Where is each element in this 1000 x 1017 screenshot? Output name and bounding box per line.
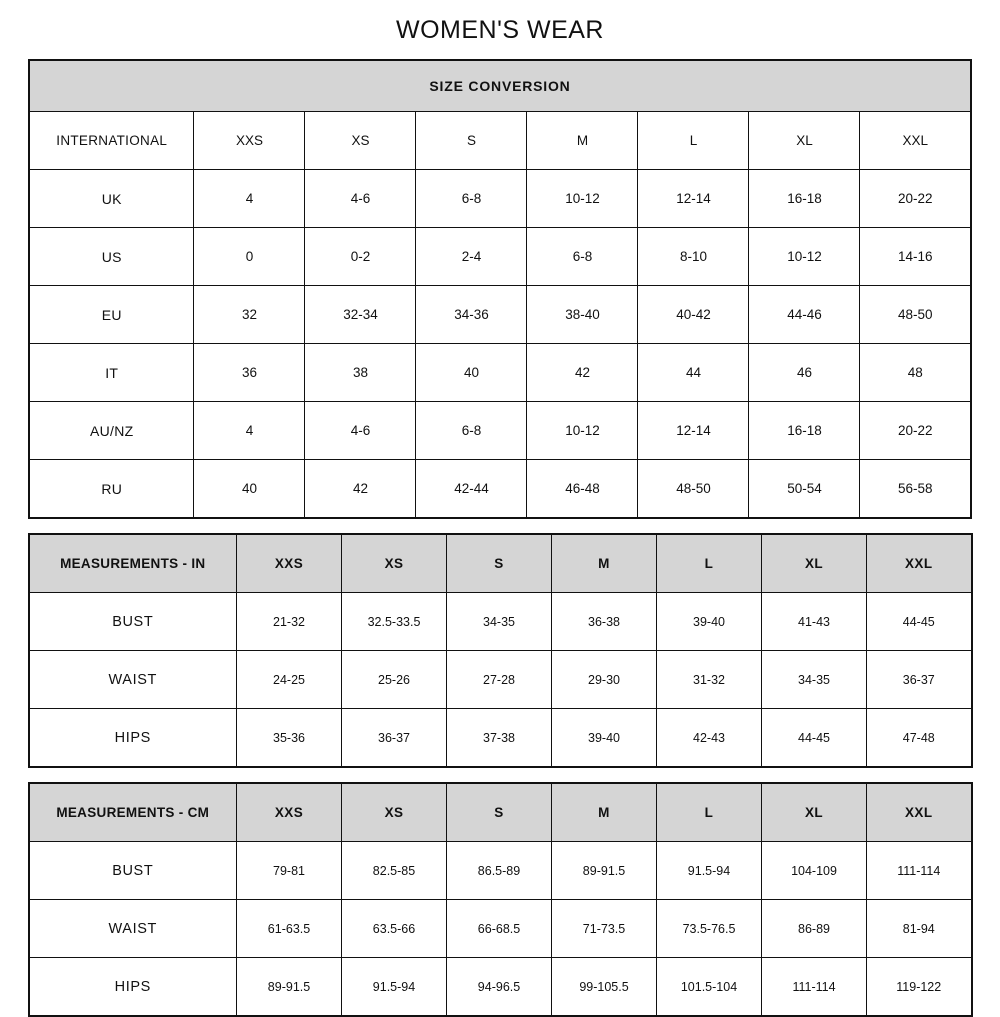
header-cell-xxs: XXS [194, 112, 305, 170]
cell: 4-6 [305, 402, 416, 460]
cell: 42-43 [657, 709, 762, 768]
header-cell-l: L [657, 534, 762, 593]
cell: 56-58 [860, 460, 971, 519]
cell: 38-40 [527, 286, 638, 344]
cell: 48-50 [638, 460, 749, 519]
table-header-row [29, 112, 971, 170]
cell: 27-28 [447, 651, 552, 709]
header-cell-xs: XS [342, 783, 447, 842]
table-row [29, 170, 971, 228]
cell: 2-4 [416, 228, 527, 286]
cell: 24-25 [237, 651, 342, 709]
cell: 40-42 [638, 286, 749, 344]
cell: 44-46 [749, 286, 860, 344]
cell: 86-89 [762, 900, 867, 958]
cell: 44-45 [867, 593, 972, 651]
row-label: BUST [29, 593, 237, 651]
row-label: US [29, 228, 194, 286]
row-label: UK [29, 170, 194, 228]
header-cell-l: L [657, 783, 762, 842]
cell: 10-12 [527, 170, 638, 228]
cell: 46 [749, 344, 860, 402]
header-cell-s: S [447, 783, 552, 842]
cell: 91.5-94 [657, 842, 762, 900]
cell: 94-96.5 [447, 958, 552, 1017]
header-cell-xs: XS [305, 112, 416, 170]
table-row [29, 900, 972, 958]
cell: 10-12 [749, 228, 860, 286]
cell: 42 [527, 344, 638, 402]
table-row [29, 460, 971, 519]
cell: 25-26 [342, 651, 447, 709]
header-cell-s: S [416, 112, 527, 170]
cell: 32-34 [305, 286, 416, 344]
cell: 35-36 [237, 709, 342, 768]
row-label: EU [29, 286, 194, 344]
cell: 73.5-76.5 [657, 900, 762, 958]
table-row [29, 958, 972, 1017]
cell: 10-12 [527, 402, 638, 460]
cell: 0-2 [305, 228, 416, 286]
cell: 111-114 [762, 958, 867, 1017]
cell: 16-18 [749, 402, 860, 460]
cell: 34-35 [447, 593, 552, 651]
table-row [29, 286, 971, 344]
cell: 37-38 [447, 709, 552, 768]
cell: 12-14 [638, 170, 749, 228]
cell: 6-8 [416, 402, 527, 460]
cell: 36-37 [867, 651, 972, 709]
header-cell-m: M [552, 534, 657, 593]
cell: 48 [860, 344, 971, 402]
cell: 82.5-85 [342, 842, 447, 900]
cell: 61-63.5 [237, 900, 342, 958]
cell: 81-94 [867, 900, 972, 958]
cell: 4-6 [305, 170, 416, 228]
header-cell-xxs: XXS [237, 534, 342, 593]
table-row [29, 593, 972, 651]
row-label: BUST [29, 842, 237, 900]
cell: 0 [194, 228, 305, 286]
cell: 99-105.5 [552, 958, 657, 1017]
header-cell-xxs: XXS [237, 783, 342, 842]
header-cell-xs: XS [342, 534, 447, 593]
cell: 38 [305, 344, 416, 402]
cell: 36-37 [342, 709, 447, 768]
row-label: HIPS [29, 709, 237, 768]
header-cell-m: M [552, 783, 657, 842]
header-cell-xxl: XXL [867, 534, 972, 593]
cell: 12-14 [638, 402, 749, 460]
table-header-row [29, 534, 972, 593]
cell: 34-35 [762, 651, 867, 709]
cell: 71-73.5 [552, 900, 657, 958]
cell: 14-16 [860, 228, 971, 286]
cell: 20-22 [860, 170, 971, 228]
header-cell-m: M [527, 112, 638, 170]
table-row [29, 344, 971, 402]
table-header-row [29, 783, 972, 842]
cell: 39-40 [552, 709, 657, 768]
cell: 36 [194, 344, 305, 402]
cell: 34-36 [416, 286, 527, 344]
row-label: RU [29, 460, 194, 519]
cell: 29-30 [552, 651, 657, 709]
cell: 40 [194, 460, 305, 519]
cell: 104-109 [762, 842, 867, 900]
cell: 36-38 [552, 593, 657, 651]
header-cell-xl: XL [762, 783, 867, 842]
row-label: WAIST [29, 900, 237, 958]
cell: 63.5-66 [342, 900, 447, 958]
cell: 8-10 [638, 228, 749, 286]
table-row [29, 651, 972, 709]
header-cell-l: L [638, 112, 749, 170]
cell: 21-32 [237, 593, 342, 651]
cell: 42 [305, 460, 416, 519]
cell: 86.5-89 [447, 842, 552, 900]
table-banner-row [29, 60, 971, 112]
size-conversion-banner: SIZE CONVERSION [29, 60, 971, 112]
cell: 4 [194, 170, 305, 228]
header-cell-xxl: XXL [860, 112, 971, 170]
table-row [29, 228, 971, 286]
cell: 41-43 [762, 593, 867, 651]
cell: 119-122 [867, 958, 972, 1017]
header-cell-measurements-cm: MEASUREMENTS - CM [29, 783, 237, 842]
cell: 50-54 [749, 460, 860, 519]
cell: 101.5-104 [657, 958, 762, 1017]
header-cell-s: S [447, 534, 552, 593]
cell: 40 [416, 344, 527, 402]
size-conversion-table [28, 59, 972, 519]
cell: 42-44 [416, 460, 527, 519]
cell: 16-18 [749, 170, 860, 228]
cell: 44 [638, 344, 749, 402]
header-cell-international: INTERNATIONAL [29, 112, 194, 170]
cell: 6-8 [527, 228, 638, 286]
cell: 32.5-33.5 [342, 593, 447, 651]
cell: 66-68.5 [447, 900, 552, 958]
cell: 111-114 [867, 842, 972, 900]
cell: 4 [194, 402, 305, 460]
cell: 46-48 [527, 460, 638, 519]
cell: 48-50 [860, 286, 971, 344]
table-row [29, 842, 972, 900]
header-cell-xl: XL [762, 534, 867, 593]
cell: 32 [194, 286, 305, 344]
cell: 44-45 [762, 709, 867, 768]
measurements-cm-table [28, 782, 973, 1017]
row-label: AU/NZ [29, 402, 194, 460]
header-cell-xl: XL [749, 112, 860, 170]
cell: 79-81 [237, 842, 342, 900]
cell: 91.5-94 [342, 958, 447, 1017]
cell: 89-91.5 [237, 958, 342, 1017]
header-cell-measurements-in: MEASUREMENTS - IN [29, 534, 237, 593]
row-label: WAIST [29, 651, 237, 709]
cell: 89-91.5 [552, 842, 657, 900]
table-row [29, 709, 972, 768]
cell: 47-48 [867, 709, 972, 768]
cell: 39-40 [657, 593, 762, 651]
row-label: IT [29, 344, 194, 402]
header-cell-xxl: XXL [867, 783, 972, 842]
cell: 6-8 [416, 170, 527, 228]
table-row [29, 402, 971, 460]
page-title: WOMEN'S WEAR [396, 16, 604, 44]
measurements-inches-table [28, 533, 973, 768]
row-label: HIPS [29, 958, 237, 1017]
cell: 31-32 [657, 651, 762, 709]
cell: 20-22 [860, 402, 971, 460]
